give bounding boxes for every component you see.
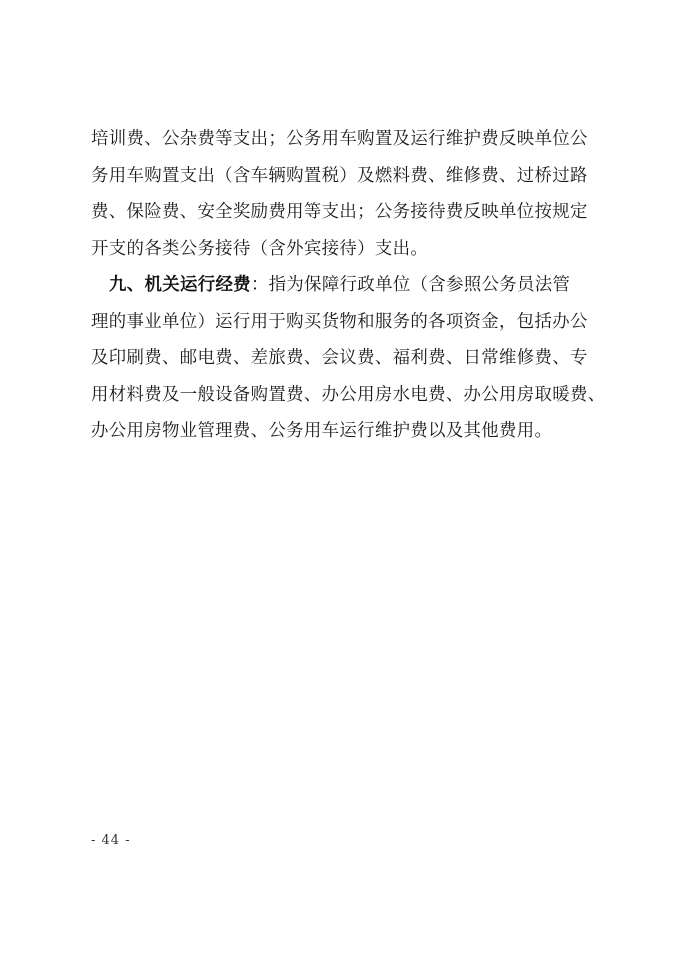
section-nine-heading: 九、机关运行经费 xyxy=(109,275,251,295)
text-line: 理的事业单位）运行用于购买货物和服务的各项资金，包括办公 xyxy=(91,311,588,332)
section-nine-first-line-text: ：指为保障行政单位（含参照公务员法管 xyxy=(250,275,571,295)
text-line: 费、保险费、安全奖励费用等支出；公务接待费反映单位按规定 xyxy=(91,202,588,222)
text-line: 培训费、公杂费等支出；公务用车购置及运行维护费反映单位公 xyxy=(91,129,588,149)
text-line: 办公用房物业管理费、公务用车运行维护费以及其他费用。 xyxy=(91,421,553,441)
document-body xyxy=(91,121,606,450)
section-nine-first-line xyxy=(91,267,591,304)
text-line: 开支的各类公务接待（含外宾接待）支出。 xyxy=(91,238,429,259)
page-number: - 44 - xyxy=(91,833,131,848)
text-line: 及印刷费、邮电费、差旅费、会议费、福利费、日常维修费、专 xyxy=(91,348,588,368)
text-line: 用材料费及一般设备购置费、办公用房水电费、办公用房取暖费、 xyxy=(91,384,606,405)
text-line: 务用车购置支出（含车辆购置税）及燃料费、维修费、过桥过路 xyxy=(91,165,588,186)
